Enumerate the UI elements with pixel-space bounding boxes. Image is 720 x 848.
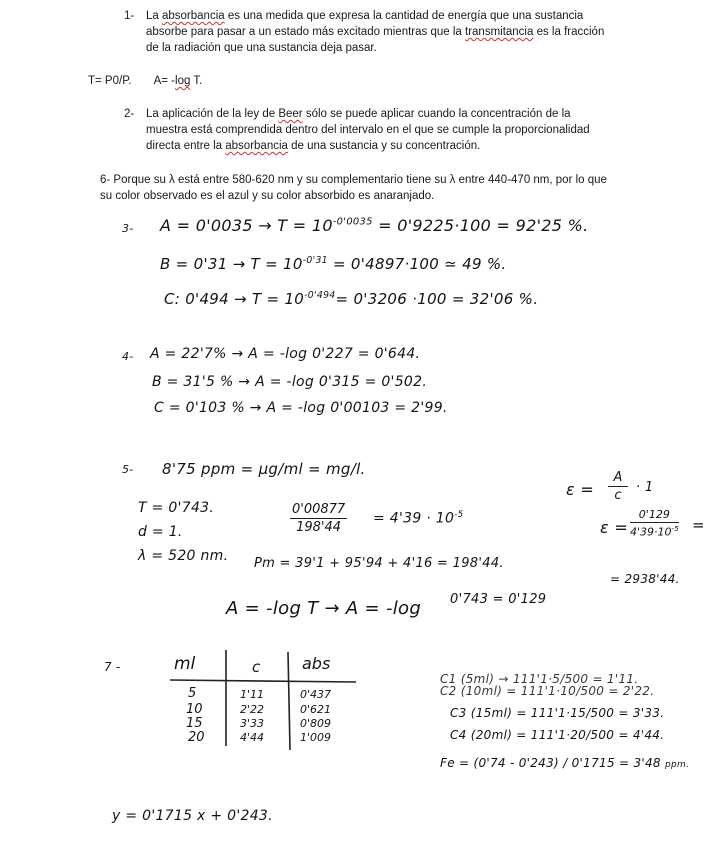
q7-table-hline — [170, 680, 356, 682]
q5-path-length: d = 1. — [138, 524, 183, 540]
q5-epsilon-result: = 2938'44. — [610, 572, 680, 586]
q5-epsilon-label: ε = — [566, 480, 595, 499]
q3-line-a: $A = 0'0035 \to T = 10^{-0'0035} = 0'9225\cdot 100 = 92'25$ %. — [160, 216, 589, 235]
item-2-number: 2- — [124, 108, 135, 120]
q7-abs-2: 0'621 — [300, 703, 332, 716]
q5-epsilon2-tail: = — [692, 516, 705, 534]
q5-epsilon2-fraction: $\frac{0'129}{4'39\cdot 10^{-5}}$ — [630, 508, 679, 539]
q5-absorbance: A = -log T → A = -log — [226, 598, 422, 619]
q5-epsilon2-label: ε = — [600, 518, 629, 537]
q7-header-ml: ml — [174, 654, 196, 674]
q7-c-1: 1'11 — [240, 688, 265, 701]
q3-line-c: C: $0'494 \to T = 10^{-0'494}= 0'3206 \cdot 100 = 32'06$ %. — [164, 290, 539, 308]
q7-abs-4: 1'009 — [300, 731, 332, 744]
q7-calc-c3: C3 (15ml) = 111'1·15/500 = 3'33. — [450, 706, 665, 720]
q7-header-abs: abs — [302, 654, 331, 673]
q3-line-b: $B = 0'31 \to T = 10^{-0'31} = 0'4897\cdot 100$ ≃ 49 %. — [160, 255, 507, 273]
q5-concentration-result: = $4'39 \cdot 10^{-5}$ — [373, 510, 464, 527]
q7-header-c: c — [252, 658, 261, 676]
q7-abs-3: 0'809 — [300, 717, 332, 730]
q4-line-c: C = 0'103 % → A = -log 0'00103 = 2'99. — [154, 400, 448, 416]
q7-abs-1: 0'437 — [300, 688, 332, 701]
item-1-number: 1- — [124, 10, 135, 22]
q5-label: 5- — [122, 463, 134, 476]
q5-concentration-fraction: $\frac{0'00877}{198'44}$ — [292, 502, 346, 535]
q7-c-2: 2'22 — [240, 703, 265, 716]
item-2-text: La aplicación de la ley de Beer sólo se puede aplicar cuando la concentración de la muestra está comprendida dentro del intervalo en el que se cumple la proporcionalidad directa entre la absorbancia de una sustancia y su concentración. — [146, 108, 590, 152]
q7-ml-2: 10 — [186, 702, 203, 717]
q7-c-4: 4'44 — [240, 731, 265, 744]
q5-ppm-line: 8'75 ppm = μg/ml = mg/l. — [162, 460, 366, 478]
q7-data-table — [168, 650, 358, 760]
q7-label: 7 - — [104, 660, 121, 674]
q7-fe-result: Fe = (0'74 - 0'243) / 0'1715 = 3'48 ppm. — [440, 756, 690, 770]
q5-epsilon-tail: · 1 — [636, 480, 654, 495]
item-6-text: 6- Porque su λ está entre 580-620 nm y su complementario tiene su λ entre 440-470 nm, por lo que su color observado es el azul y su color absorbido es anaranjado. — [100, 174, 607, 202]
q5-transmittance: T = 0'743. — [138, 500, 215, 516]
q4-line-a: A = 22'7% → A = -log 0'227 = 0'644. — [150, 346, 421, 362]
q5-absorbance-value: 0'743 = 0'129 — [450, 592, 547, 607]
q7-table-vline-2 — [288, 652, 290, 750]
q3-label: 3- — [122, 222, 134, 235]
item-1-text: La absorbancia es una medida que expresa la cantidad de energía que una sustancia absorbe para pasar a un estado más excitado mientras que la transmitancia es la fracción de la radiación que una sustancia deja pasar. — [146, 10, 605, 54]
q5-wavelength: λ = 520 nm. — [138, 548, 229, 564]
q4-line-b: B = 31'5 % → A = -log 0'315 = 0'502. — [152, 374, 428, 390]
q7-calc-c2: C2 (10ml) = 111'1·10/500 = 2'22. — [440, 684, 655, 698]
q7-ml-3: 15 — [186, 716, 203, 731]
q7-calc-c1-scribble: C1 (5ml) → 111'1·5/500 = 1'11. — [440, 672, 639, 686]
q7-ml-4: 20 — [188, 730, 205, 745]
q5-molar-mass: Pm = 39'1 + 95'94 + 4'16 = 198'44. — [254, 556, 504, 571]
formula-line: T= P0/P. A= -log T. — [88, 75, 203, 87]
q4-label: 4- — [122, 350, 134, 363]
q7-ml-1: 5 — [188, 686, 197, 701]
q7-c-3: 3'33 — [240, 717, 265, 730]
q7-regression-equation: y = 0'1715 x + 0'243. — [112, 808, 273, 824]
q5-epsilon-fraction: $\frac{A}{c}$ — [608, 470, 628, 503]
q7-calc-c4: C4 (20ml) = 111'1·20/500 = 4'44. — [450, 728, 665, 742]
